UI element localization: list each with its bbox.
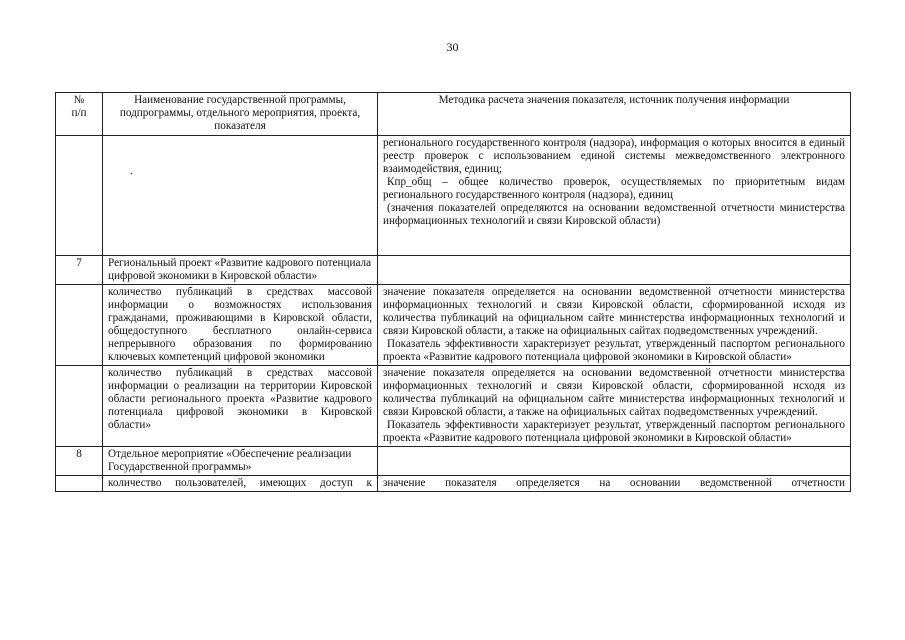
cell-number [56, 476, 103, 492]
cell-name: Отдельное мероприятие «Обеспечение реализации Государственной программы» [103, 447, 378, 476]
table-row-indicator [56, 476, 851, 492]
page-number: 30 [446, 40, 459, 54]
table-row-activity-8 [56, 447, 851, 476]
method-paragraph: регионального государственного контроля (надзора), информация о которых вносится в единый реестр проверок с использованием единой системы межведомственного электронного взаимодействия, единиц; [383, 137, 845, 175]
method-paragraph: значение показателя определяется на основании ведомственной отчетности министерства информационных технологий и связи Кировской области, сформированной исходя из количества публикаций на официальном сайте министерства информационных технологий и связи Кировской области, а также на официальных сайтах подведомственных учреждений. [383, 367, 845, 418]
cell-name: количество публикаций в средствах массовой информации о возможностях использования гражданами, проживающими в Кировской области, общедоступного бесплатного онлайн-сервиса непрерывного образования по формированию ключевых компетенций цифровой экономики [103, 285, 378, 366]
header-number-text [71, 94, 86, 119]
cell-name: количество публикаций в средствах массовой информации о реализации на территории Кировской области регионального проекта «Развитие кадрового потенциала цифровой экономики в Кировской области» [103, 366, 378, 447]
cell-number [56, 136, 103, 256]
cell-method [378, 285, 851, 366]
cell-method [378, 366, 851, 447]
method-paragraph: (значения показателей определяются на основании ведомственной отчетности министерства информационных технологий и связи Кировской области) [383, 202, 845, 227]
table-row-continuation [56, 136, 851, 256]
table-row-indicator [56, 285, 851, 366]
table-row-indicator [56, 366, 851, 447]
header-method: Методика расчета значения показателя, источник получения информации [378, 93, 851, 136]
method-paragraph: Кпр_общ – общее количество проверок, осуществляемых по приоритетным видам регионального государственного контроля (надзора), единиц [383, 176, 845, 201]
header-number-line: № [73, 94, 85, 106]
method-paragraph: Показатель эффективности характеризует результат, утвержденный паспортом регионального проекта «Развитие кадрового потенциала цифровой экономики в Кировской области» [383, 338, 845, 363]
cell-number: 7 [56, 256, 103, 285]
cell-method [378, 447, 851, 476]
header-name: Наименование государственной программы, подпрограммы, отдельного мероприятия, проекта, показателя [103, 93, 378, 136]
cell-name [103, 136, 378, 256]
table-header-row [56, 93, 851, 136]
cell-number: 8 [56, 447, 103, 476]
cell-name: количество пользователей, имеющих доступ к [103, 476, 378, 492]
method-paragraph: значение показателя определяется на основании ведомственной отчетности министерства информационных технологий и связи Кировской области, сформированной исходя из количества публикаций на официальном сайте министерства информационных технологий и связи Кировской области, а также на официальных сайтах подведомственных учреждений. [383, 286, 845, 337]
cell-method: значение показателя определяется на основании ведомственной отчетности [378, 476, 851, 492]
indicators-table [55, 92, 851, 492]
cell-number [56, 285, 103, 366]
cell-method [378, 256, 851, 285]
method-paragraph: Показатель эффективности характеризует результат, утвержденный паспортом регионального проекта «Развитие кадрового потенциала цифровой экономики в Кировской области» [383, 419, 845, 444]
header-number-line: п/п [71, 107, 87, 119]
cell-number [56, 366, 103, 447]
table-row-project-7 [56, 256, 851, 285]
cell-name: Региональный проект «Развитие кадрового потенциала цифровой экономики в Кировской области» [103, 256, 378, 285]
cell-method [378, 136, 851, 256]
header-number [56, 93, 103, 136]
stray-dot: . [130, 165, 133, 177]
